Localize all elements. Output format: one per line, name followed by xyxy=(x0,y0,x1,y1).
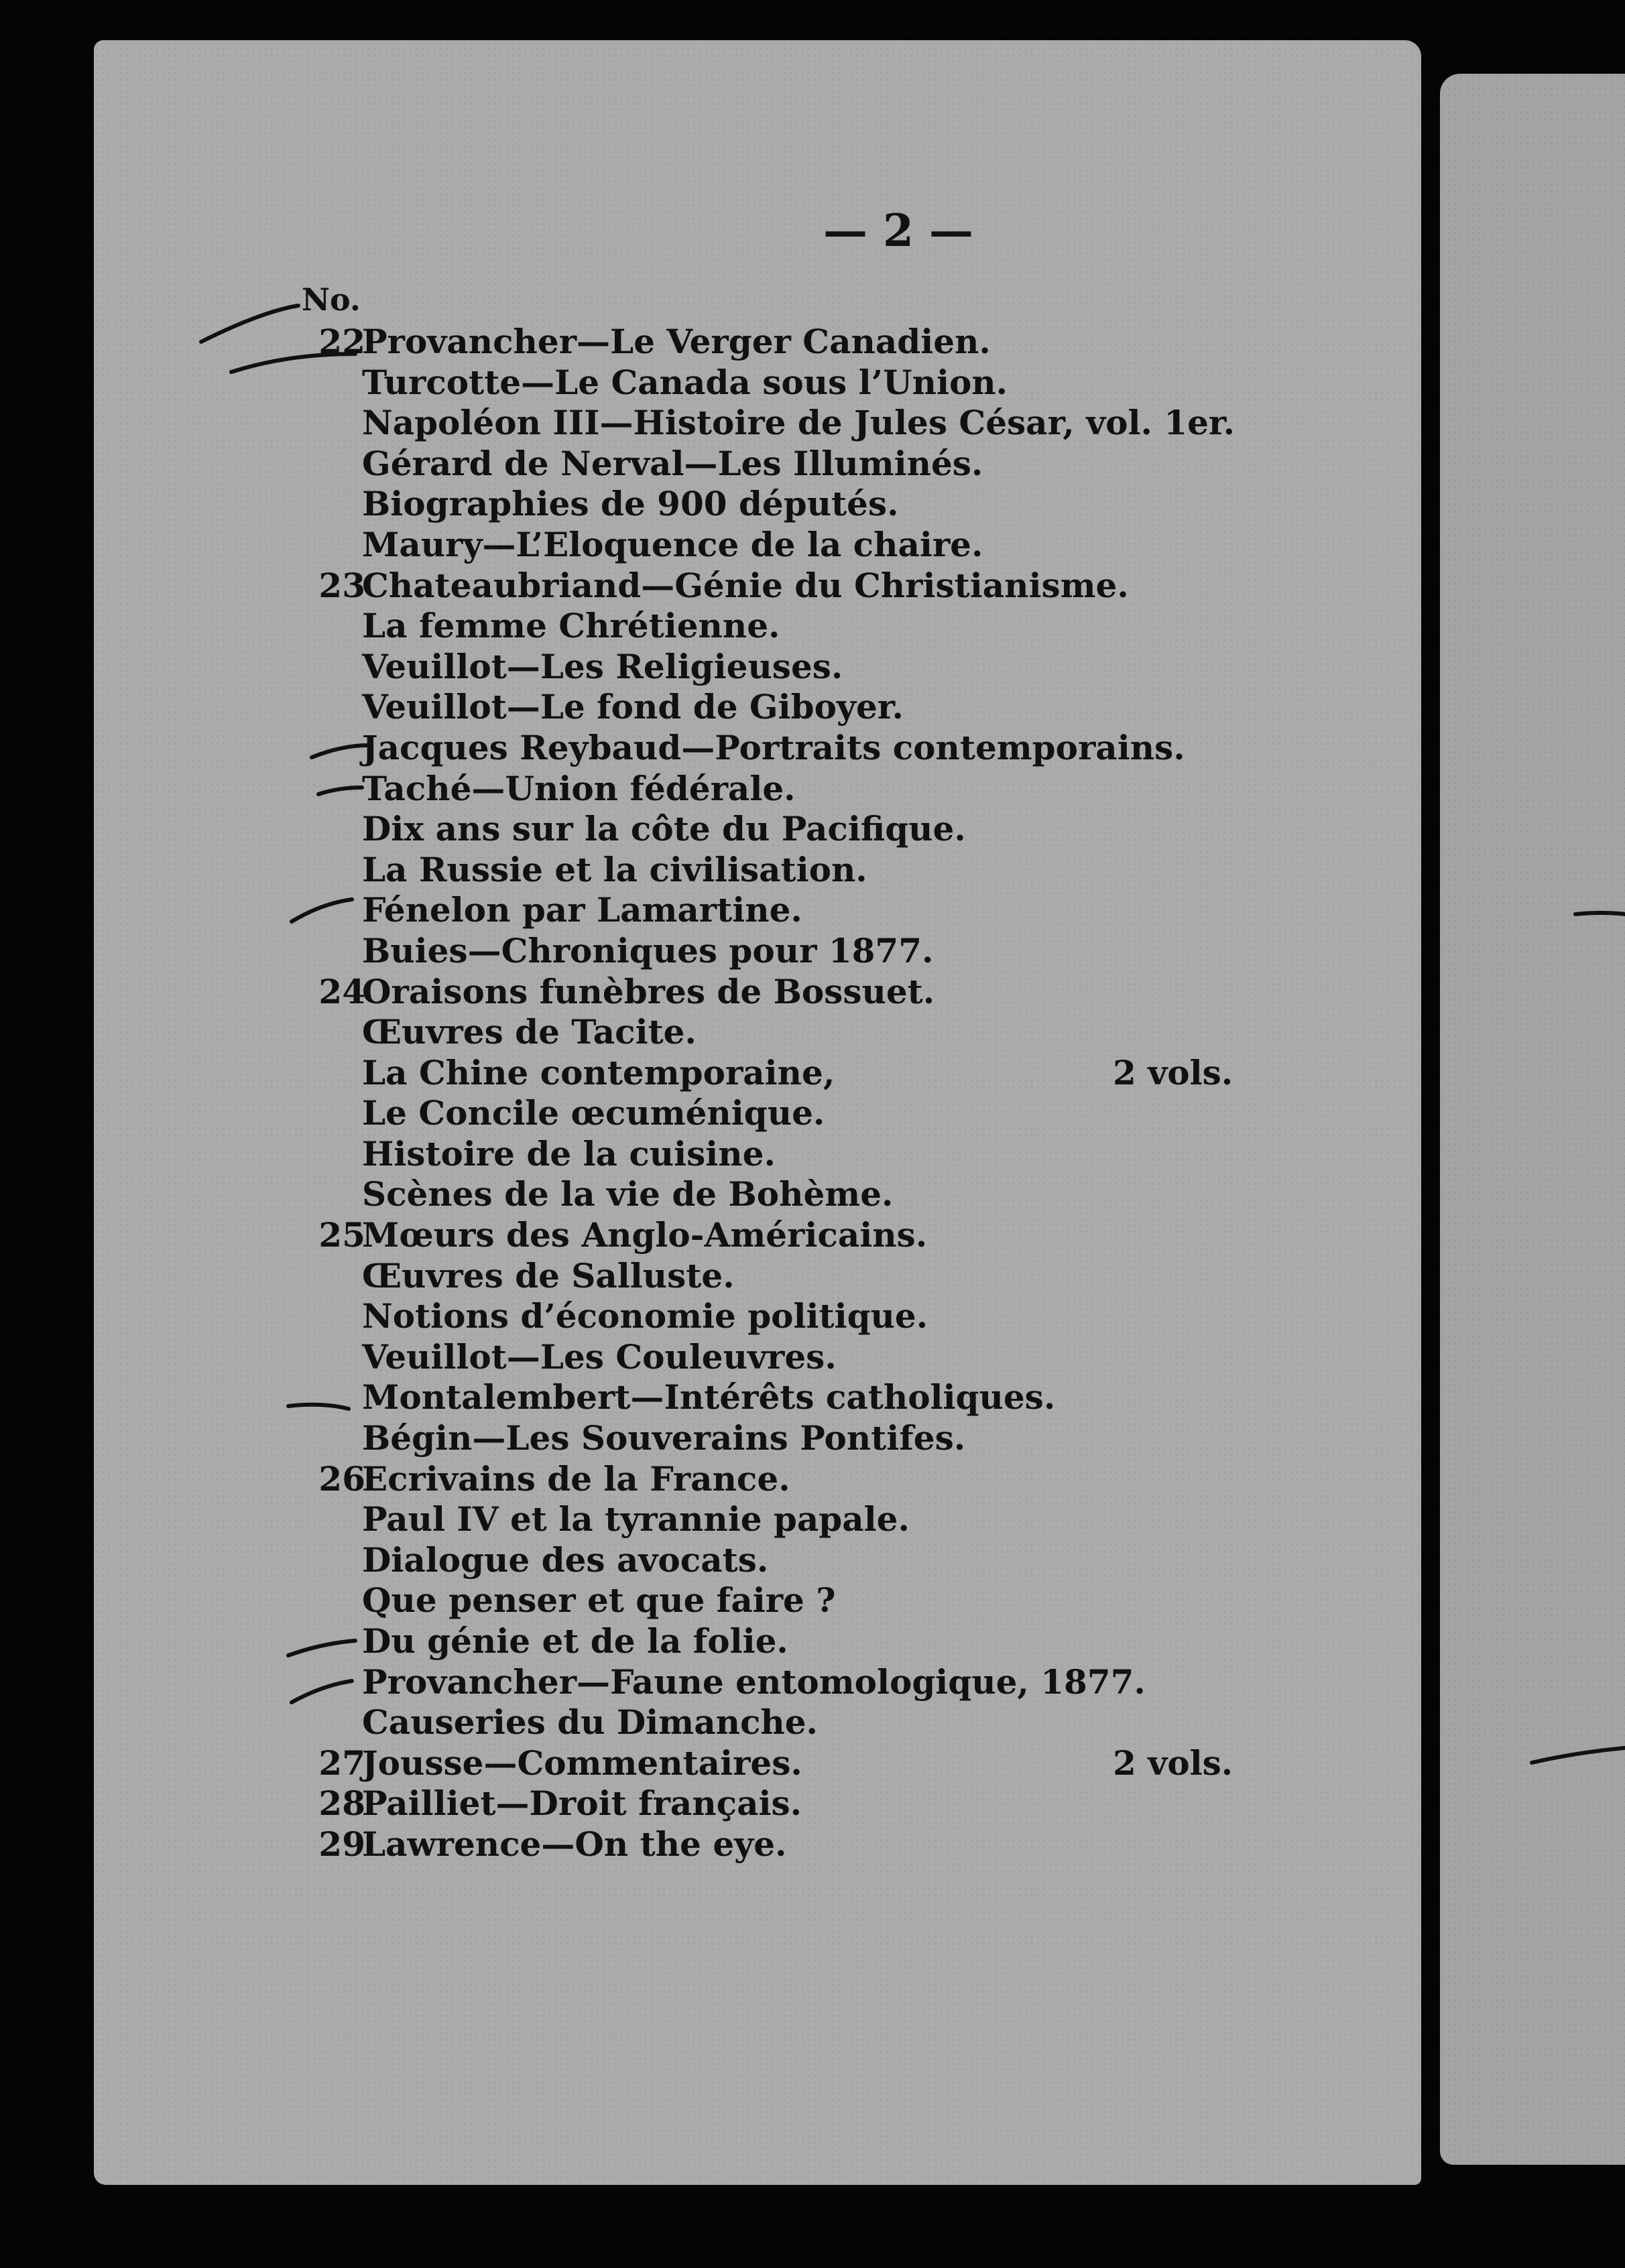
catalog-entry xyxy=(94,931,1421,972)
catalog-entry xyxy=(94,606,1421,647)
entry-volumes: 2 vols. xyxy=(1113,1052,1233,1092)
entry-number: 26 xyxy=(318,1458,365,1499)
entry-number: 24 xyxy=(318,971,365,1011)
entry-title: Bégin—Les Souverains Pontifes. xyxy=(362,1418,966,1458)
catalog-entry xyxy=(94,1296,1421,1337)
catalog-entry xyxy=(94,1702,1421,1743)
entry-title: Que penser et que faire ? xyxy=(362,1580,836,1621)
catalog-entry xyxy=(94,1662,1421,1703)
entry-title: Provancher—Faune entomologique, 1877. xyxy=(362,1661,1146,1702)
entry-title: Ecrivains de la France. xyxy=(362,1458,790,1499)
catalog-entry xyxy=(94,1580,1421,1621)
catalog-entry xyxy=(94,972,1421,1013)
entry-title: Chateaubriand—Génie du Christianisme. xyxy=(362,565,1129,605)
catalog-entry xyxy=(94,1499,1421,1540)
entry-number: 23 xyxy=(318,565,365,605)
entry-title: Jacques Reybaud—Portraits contemporains. xyxy=(362,727,1185,767)
catalog-entry xyxy=(94,1743,1421,1784)
entry-title: Veuillot—Les Couleuvres. xyxy=(362,1336,837,1377)
column-header: No. xyxy=(302,281,361,318)
catalog-entry xyxy=(94,890,1421,931)
entry-title: Causeries du Dimanche. xyxy=(362,1702,818,1743)
entry-title: Provancher—Le Verger Canadien. xyxy=(362,322,991,361)
catalog-entry xyxy=(94,1540,1421,1581)
entry-title: Œuvres de Salluste. xyxy=(362,1255,735,1296)
catalog-entry xyxy=(94,525,1421,566)
catalog-entry xyxy=(94,1053,1421,1094)
catalog-entry xyxy=(94,809,1421,850)
entry-title: Turcotte—Le Canada sous l’Union. xyxy=(362,362,1008,402)
entry-title: Lawrence—On the eye. xyxy=(362,1824,787,1864)
catalog-entry xyxy=(94,1377,1421,1418)
entry-title: Taché—Union fédérale. xyxy=(362,768,796,808)
entry-title: Dix ans sur la côte du Pacifique. xyxy=(362,809,966,849)
catalog-entry xyxy=(94,1337,1421,1378)
entry-title: Maury—L’Eloquence de la chaire. xyxy=(362,524,983,564)
catalog-entry xyxy=(94,1459,1421,1500)
catalog-entry xyxy=(94,769,1421,810)
entry-title: Mœurs des Anglo-Américains. xyxy=(362,1215,928,1255)
entry-title: Scènes de la vie de Bohème. xyxy=(362,1174,894,1214)
entry-title: Œuvres de Tacite. xyxy=(362,1012,697,1052)
entry-number: 29 xyxy=(318,1824,365,1864)
entry-title: Fénelon par Lamartine. xyxy=(362,890,802,930)
catalog-entry xyxy=(94,484,1421,525)
entry-title: Veuillot—Le fond de Giboyer. xyxy=(362,687,904,727)
catalog-entry xyxy=(94,1824,1421,1865)
entry-number: 27 xyxy=(318,1743,365,1783)
catalog-entry xyxy=(94,1093,1421,1134)
catalog-entry xyxy=(94,1012,1421,1053)
entry-title: Gérard de Nerval—Les Illuminés. xyxy=(362,443,983,483)
catalog-entry xyxy=(94,1783,1421,1824)
entry-title: Veuillot—Les Religieuses. xyxy=(362,646,843,686)
book-list xyxy=(94,322,1421,1865)
catalog-entry xyxy=(94,444,1421,485)
entry-title: Le Concile œcuménique. xyxy=(362,1093,825,1133)
entry-number: 28 xyxy=(318,1783,365,1824)
entry-title: Paul IV et la tyrannie papale. xyxy=(362,1499,910,1539)
entry-title: La Russie et la civilisation. xyxy=(362,849,867,889)
entry-number: 22 xyxy=(318,322,365,361)
catalog-entry xyxy=(94,1621,1421,1662)
catalog-entry xyxy=(94,322,1421,363)
entry-title: Montalembert—Intérêts catholiques. xyxy=(362,1377,1056,1418)
catalog-entry xyxy=(94,566,1421,607)
entry-title: La Chine contemporaine, xyxy=(362,1052,835,1092)
catalog-entry xyxy=(94,403,1421,444)
catalog-entry xyxy=(94,850,1421,891)
entry-number: 25 xyxy=(318,1215,365,1255)
facing-page-edge xyxy=(1440,74,1625,2165)
catalog-entry xyxy=(94,728,1421,769)
entry-title: Biographies de 900 députés. xyxy=(362,484,899,524)
entry-title: Histoire de la cuisine. xyxy=(362,1133,776,1174)
catalog-entry xyxy=(94,1256,1421,1297)
catalog-entry xyxy=(94,1418,1421,1459)
entry-volumes: 2 vols. xyxy=(1113,1743,1233,1783)
entry-title: Napoléon III—Histoire de Jules César, vol. 1er. xyxy=(362,403,1236,443)
catalog-entry xyxy=(94,1174,1421,1215)
entry-title: Oraisons funèbres de Bossuet. xyxy=(362,971,935,1011)
catalog-entry xyxy=(94,1215,1421,1256)
entry-title: Du génie et de la folie. xyxy=(362,1621,788,1661)
page-number: — 2 — xyxy=(823,204,973,257)
catalog-entry xyxy=(94,647,1421,688)
catalog-entry xyxy=(94,687,1421,728)
entry-title: La femme Chrétienne. xyxy=(362,606,780,646)
entry-title: Buies—Chroniques pour 1877. xyxy=(362,930,934,970)
catalog-entry xyxy=(94,1134,1421,1175)
entry-title: Jousse—Commentaires. xyxy=(362,1743,802,1783)
catalog-entry xyxy=(94,363,1421,403)
entry-title: Pailliet—Droit français. xyxy=(362,1783,802,1824)
entry-title: Dialogue des avocats. xyxy=(362,1539,769,1580)
catalog-page xyxy=(94,40,1421,2185)
entry-title: Notions d’économie politique. xyxy=(362,1296,928,1336)
